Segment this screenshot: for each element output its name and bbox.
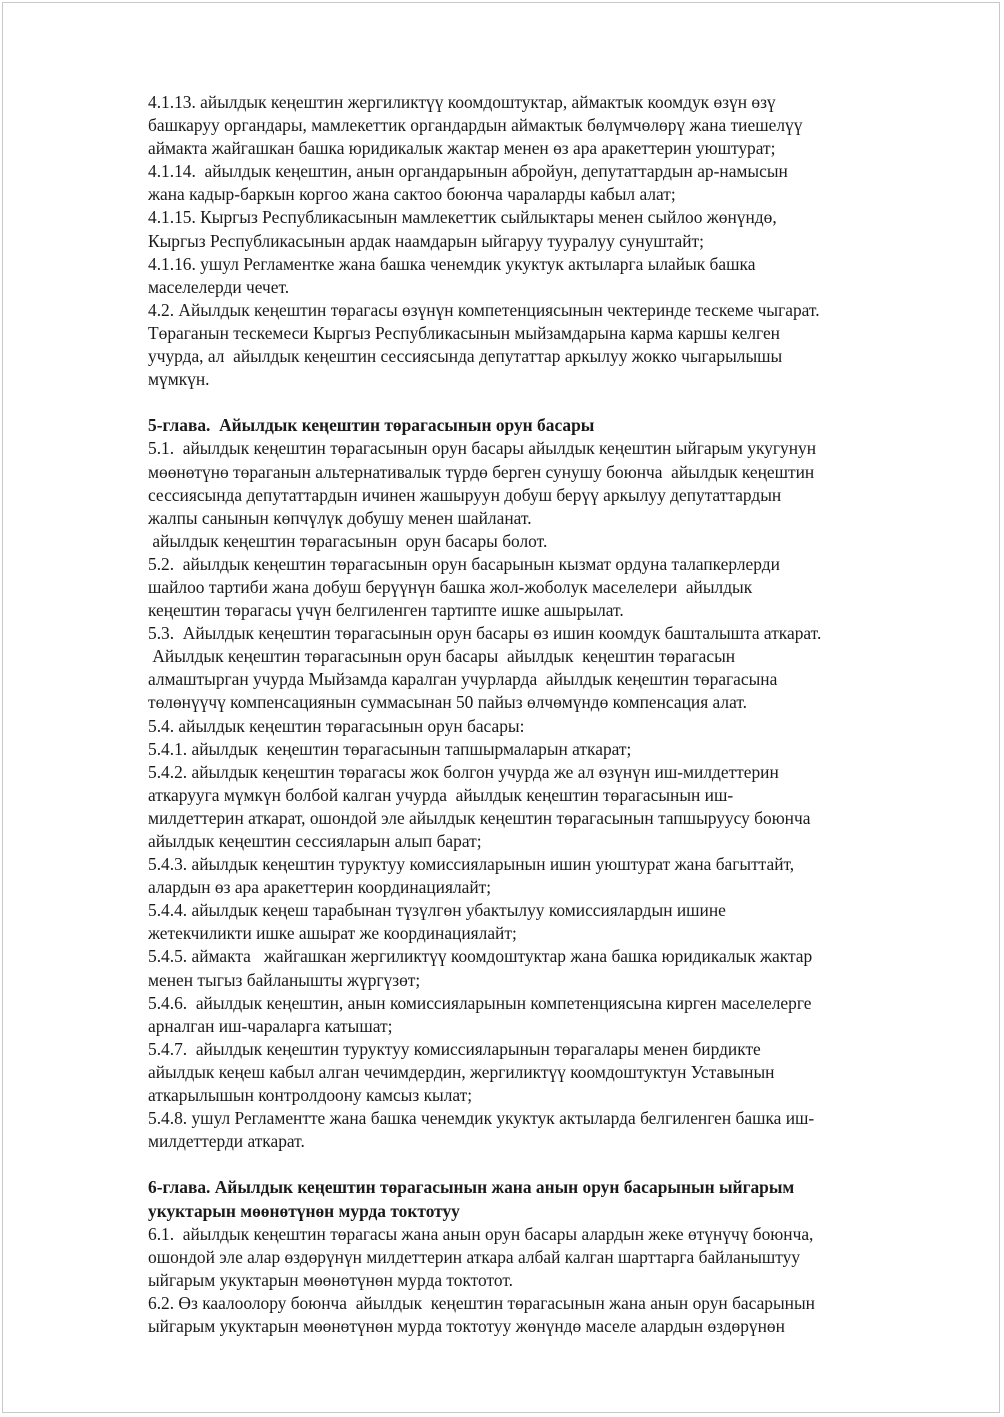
- text-line: 5.4.5. аймакта жайгашкан жергиликтүү коомдоштуктар жана башка юридикалык жактар: [148, 946, 813, 967]
- paragraph-block-4: [148, 91, 938, 391]
- text-line: 5.1. айылдык кеңештин төрагасынын орун басары айылдык кеңештин ыйгарым укугунун: [148, 438, 817, 459]
- text-line: 5.4.1. айылдык кеңештин төрагасынын тапшырмаларын аткарат;: [148, 738, 632, 759]
- text-line: ошондой эле алар өздөрүнүн милдеттерин аткара албай калган шарттарга байланыштуу: [148, 1246, 801, 1267]
- text-line: төлөнүүчү компенсациянын суммасынан 50 пайыз өлчөмүндө компенсация алат.: [148, 692, 747, 713]
- chapter-5-heading: 5-глава. Айылдык кеңештин төрагасынын орун басары: [148, 415, 595, 436]
- heading-line: 6-глава. Айылдык кеңештин төрагасынын жана анын орун басарынын ыйгарым: [148, 1177, 795, 1198]
- text-line: башкаруу органдары, мамлекеттик органдардын аймактык бөлүмчөлөрү жана тиешелүү: [148, 115, 803, 136]
- text-line: учурда, ал айылдык кеңештин сессиясында депутаттар аркылуу жокко чыгарылышы: [148, 346, 783, 367]
- text-line: 4.1.13. айылдык кеңештин жергиликтүү коомдоштуктар, аймактык коомдук өзүн өзү: [148, 92, 776, 112]
- text-line: 4.2. Айылдык кеңештин төрагасы өзүнүн компетенциясынын чектеринде тескеме чыгарат.: [148, 299, 820, 320]
- text-line: жана кадыр-баркын коргоо жана сактоо боюнча чараларды кабыл алат;: [148, 184, 676, 205]
- text-line: Айылдык кеңештин төрагасынын орун басары айылдык кеңештин төрагасын: [148, 646, 736, 667]
- text-line: жалпы санынын көпчүлүк добушу менен шайланат.: [148, 507, 532, 528]
- text-line: алардын өз ара аракеттерин координациялайт;: [148, 877, 492, 898]
- text-line: 6.1. айылдык кеңештин төрагасы жана анын орун басары алардын жеке өтүнүчү боюнча,: [148, 1223, 814, 1244]
- paragraph-block-6: [148, 1223, 938, 1338]
- text-line: алмаштырган учурда Мыйзамда каралган учурларда айылдык кеңештин төрагасына: [148, 669, 778, 690]
- text-line: аткарууга мүмкүн болбой калган учурда айылдык кеңештин төрагасынын иш-: [148, 784, 734, 805]
- text-line: менен тыгыз байланышты жүргүзөт;: [148, 969, 421, 990]
- text-line: маселелерди чечет.: [148, 276, 290, 297]
- chapter-6-heading: [148, 1176, 938, 1222]
- text-line: аймакта жайгашкан башка юридикалык жактар менен өз ара аракеттерин уюштурат;: [148, 138, 776, 159]
- text-line: 5.4. айылдык кеңештин төрагасынын орун басары:: [148, 715, 525, 736]
- text-line: 5.4.3. айылдык кеңештин туруктуу комиссияларынын ишин уюштурат жана багыттайт,: [148, 854, 795, 875]
- text-line: 4.1.16. ушул Регламентке жана башка ченемдик укуктук актыларга ылайык башка: [148, 253, 756, 274]
- text-line: Кыргыз Республикасынын ардак наамдарын ыйгаруу тууралуу сунуштайт;: [148, 230, 704, 251]
- paragraph-gap: [148, 391, 938, 414]
- text-line: жетекчиликти ишке ашырат же координациялайт;: [148, 923, 517, 944]
- text-line: ыйгарым укуктарын мөөнөтүнөн мурда токтотуу жөнүндө маселе алардын өздөрүнөн: [148, 1315, 785, 1336]
- text-line: мөөнөтүнө төраганын альтернативалык түрдө берген сунушу боюнча айылдык кеңештин: [148, 461, 815, 482]
- document-page: [2, 2, 1000, 1413]
- text-line: 6.2. Өз каалоолору боюнча айылдык кеңештин төрагасынын жана анын орун басарынын: [148, 1292, 815, 1313]
- text-line: 4.1.14. айылдык кеңештин, анын органдарынын абройун, депутаттардын ар-намысын: [148, 161, 788, 182]
- text-line: 5.4.8. ушул Регламентте жана башка ченемдик укуктук актыларда белгиленген башка иш-: [148, 1108, 815, 1129]
- text-line: айылдык кеңештин төрагасынын орун басары болот.: [148, 530, 548, 551]
- text-line: 5.4.7. айылдык кеңештин туруктуу комиссияларынын төрагалары менен бирдикте: [148, 1038, 761, 1059]
- text-line: ыйгарым укуктарын мөөнөтүнөн мурда токтотот.: [148, 1269, 513, 1290]
- text-line: милдеттерди аткарат.: [148, 1131, 305, 1152]
- text-line: Төраганын тескемеси Кыргыз Республикасынын мыйзамдарына карма каршы келген: [148, 322, 780, 343]
- text-line: 5.4.2. айылдык кеңештин төрагасы жок болгон учурда же ал өзүнүн иш-милдеттерин: [148, 761, 779, 782]
- document-body: [148, 91, 938, 1338]
- text-line: аткарылышын контролдоону камсыз кылат;: [148, 1085, 473, 1106]
- text-line: милдеттерин аткарат, ошондой эле айылдык кеңештин төрагасынын тапшыруусу боюнча: [148, 807, 811, 828]
- text-line: 5.4.6. айылдык кеңештин, анын комиссияларынын компетенциясына кирген маселелерге: [148, 992, 812, 1013]
- text-line: 5.2. айылдык кеңештин төрагасынын орун басарынын кызмат ордуна талапкерлерди: [148, 553, 780, 574]
- text-line: айылдык кеңештин сессияларын алып барат;: [148, 831, 482, 851]
- text-line: шайлоо тартиби жана добуш берүүнүн башка жол-жоболук маселелери айылдык: [148, 576, 753, 597]
- text-line: мүмкүн.: [148, 369, 210, 390]
- paragraph-block-5: [148, 437, 938, 1153]
- text-line: арналган иш-чараларга катышат;: [148, 1015, 393, 1036]
- text-line: кеңештин төрагасы үчүн белгиленген тартипте ишке ашырылат.: [148, 600, 624, 621]
- text-line: 5.3. Айылдык кеңештин төрагасынын орун басары өз ишин коомдук башталышта аткарат.: [148, 623, 822, 644]
- heading-line: укуктарын мөөнөтүнөн мурда токтотуу: [148, 1200, 460, 1221]
- text-line: айылдык кеңеш кабыл алган чечимдердин, жергиликтүү коомдоштуктун Уставынын: [148, 1061, 775, 1082]
- paragraph-gap: [148, 1153, 938, 1176]
- text-line: 4.1.15. Кыргыз Республикасынын мамлекеттик сыйлыктары менен сыйлоо жөнүндө,: [148, 207, 777, 228]
- text-line: сессиясында депутаттардын ичинен жашыруун добуш берүү аркылуу депутаттардын: [148, 484, 782, 505]
- text-line: 5.4.4. айылдык кеңеш тарабынан түзүлгөн убактылуу комиссиялардын ишине: [148, 900, 726, 921]
